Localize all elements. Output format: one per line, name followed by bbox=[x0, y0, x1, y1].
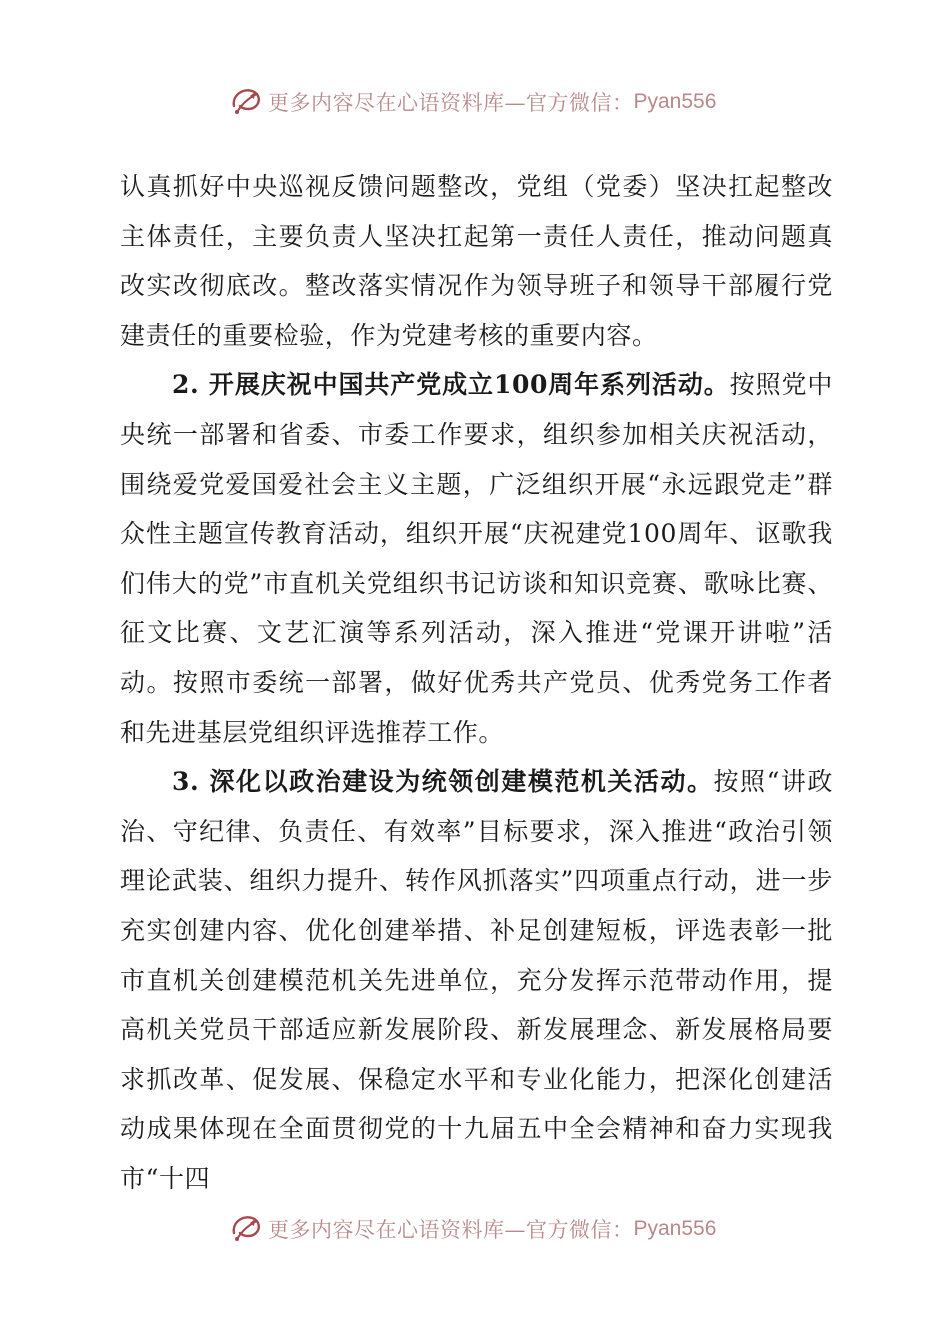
footer-watermark bbox=[228, 1209, 748, 1249]
paragraph-continuation bbox=[120, 162, 833, 360]
header-watermark bbox=[228, 82, 748, 122]
pen-nib-swirl-icon bbox=[228, 1211, 264, 1247]
paragraph-text: 认真抓好中央巡视反馈问题整改，党组（党委）坚决扛起整改主体责任，主要负责人坚决扛起第一责任人责任，推动问题真改实改彻底改。整改落实情况作为领导班子和领导干部履行党建责任的重要检验，作为党建考核的重要内容。 bbox=[120, 172, 833, 350]
pen-nib-swirl-icon bbox=[228, 84, 264, 120]
paragraph-text: 按照“讲政治、守纪律、负责任、有效率”目标要求，深入推进“政治引领理论武装、组织力提升、转作风抓落实”四项重点行动，进一步充实创建内容、优化创建举措、补足创建短板，评选表彰一批市直机关创建模范机关先进单位，充分发挥示范带动作用，提高机关党员干部适应新发展阶段、新发展理念、新发展格局要求抓改革、促发展、保稳定水平和专业化能力，把深化创建活动成果体现在全面贯彻党的十九届五中全会精神和奋力实现我市“十四 bbox=[120, 767, 833, 1193]
watermark-wechat-id: Pyan556 bbox=[633, 1217, 717, 1240]
watermark-text: 更多内容尽在心语资料库—官方微信： bbox=[268, 1218, 634, 1242]
paragraph-text: 按照党中央统一部署和省委、市委工作要求，组织参加相关庆祝活动，围绕爱党爱国爱社会主义主题，广泛组织开展“永远跟党走”群众性主题宣传教育活动，组织开展“庆祝建党100周年、讴歌我们伟大的党”市直机关党组织书记访谈和知识竞赛、歌咏比赛、征文比赛、文艺汇演等系列活动，深入推进“党课开讲啦”活动。按照市委统一部署，做好优秀共产党员、优秀党务工作者和先进基层党组织评选推荐工作。 bbox=[120, 370, 833, 747]
watermark-wechat-id: Pyan556 bbox=[633, 90, 717, 113]
section-heading: 2. 开展庆祝中国共产党成立100周年系列活动。 bbox=[172, 370, 730, 400]
paragraph-section-2 bbox=[120, 360, 833, 757]
watermark-text: 更多内容尽在心语资料库—官方微信： bbox=[268, 91, 634, 115]
paragraph-section-3 bbox=[120, 757, 833, 1203]
document-body bbox=[120, 162, 833, 1203]
section-heading: 3. 深化以政治建设为统领创建模范机关活动。 bbox=[172, 767, 714, 797]
